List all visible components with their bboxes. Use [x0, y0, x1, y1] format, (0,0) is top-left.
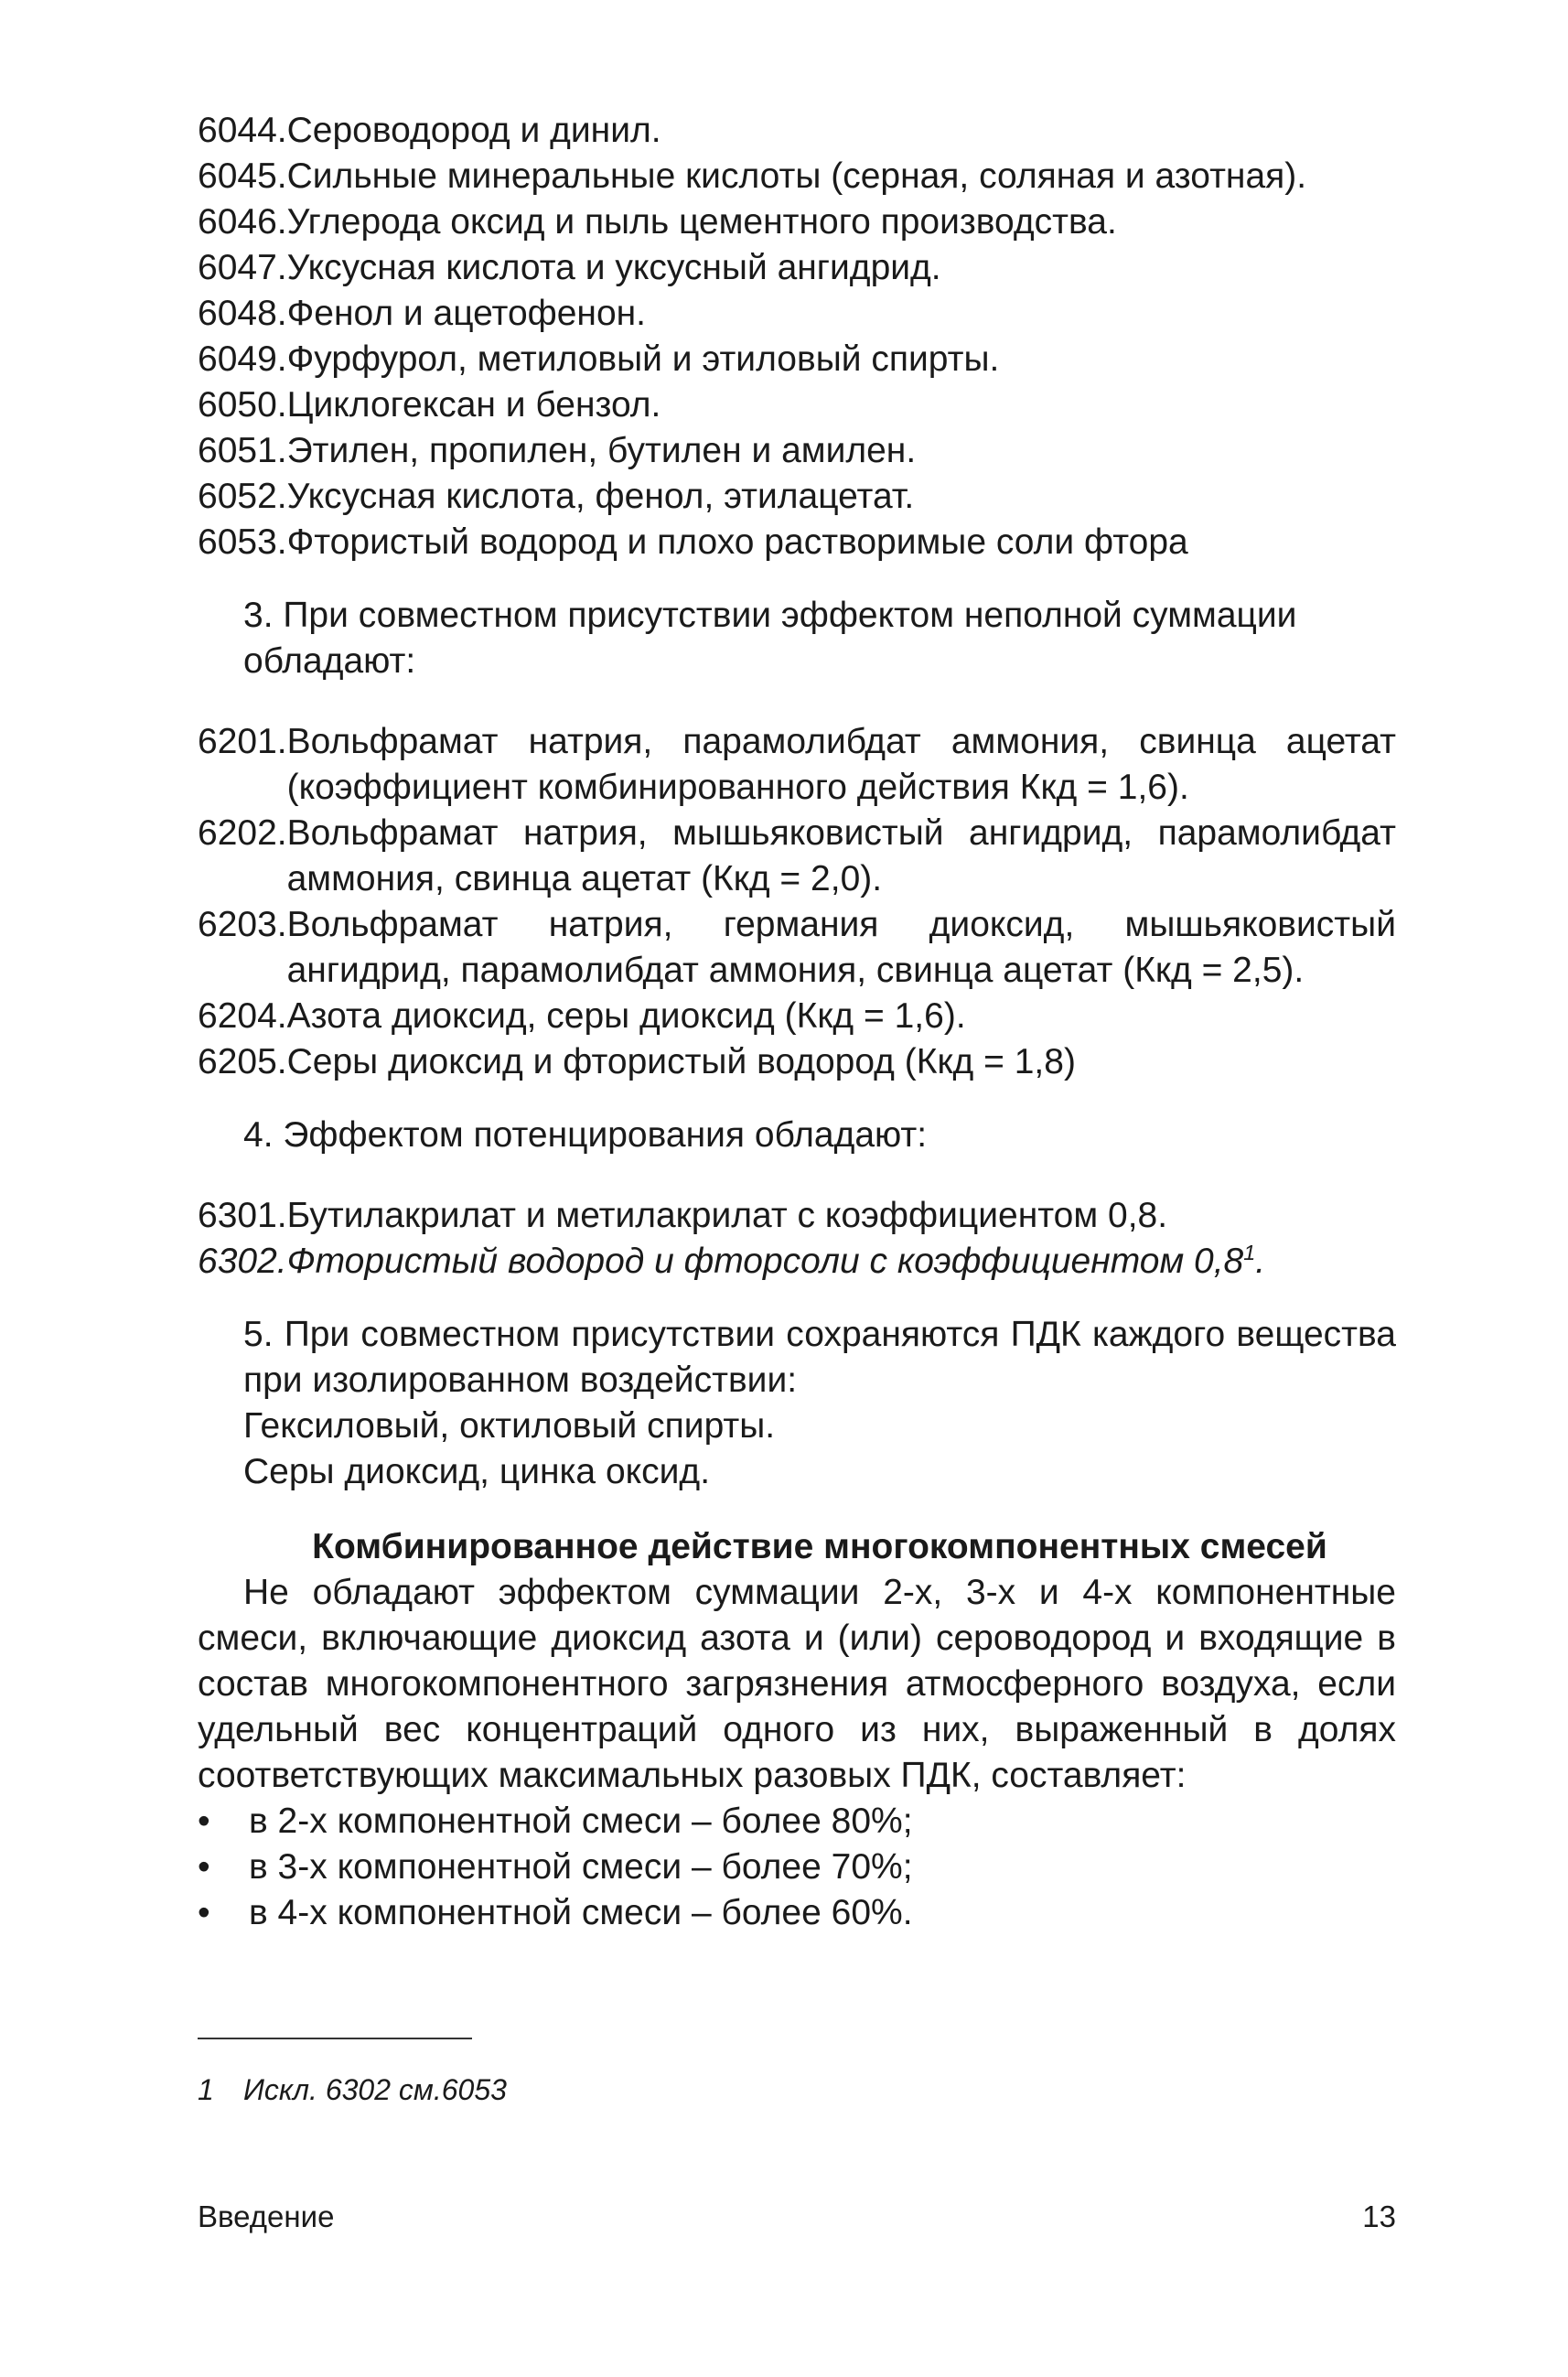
list-item	[198, 520, 1396, 565]
list-item	[198, 1193, 1396, 1239]
list-item	[198, 291, 1396, 337]
list-potentiation	[198, 1193, 1396, 1239]
footnote-divider	[198, 2038, 472, 2039]
item-text: Вольфрамат натрия, мышьяковистый ангидрид, парамолибдат аммония, свинца ацетат (Ккд = 2,0).	[286, 813, 1396, 898]
item-text: Фенол и ацетофенон.	[286, 294, 647, 333]
item-text: Серы диоксид и фтористый водород (Ккд = 1,8)	[286, 1042, 1076, 1081]
footer-section-title: Введение	[198, 2200, 335, 2233]
item-number: 6045.	[198, 156, 287, 196]
footnote-text: Искл. 6302 см.6053	[243, 2073, 507, 2106]
list-combination-a	[198, 108, 1396, 565]
section-5-line: Гексиловый, октиловый спирты.	[243, 1406, 776, 1446]
section-4-title: 4. Эффектом потенцирования обладают:	[243, 1115, 928, 1155]
bullet-item: • в 2-х компонентной смеси – более 80%;	[198, 1799, 1396, 1845]
bullet-list	[198, 1799, 1396, 1936]
list-item	[198, 337, 1396, 382]
item-number: 6048.	[198, 294, 287, 333]
item-number: 6044.	[198, 111, 287, 150]
item-text: Сероводород и динил.	[286, 111, 661, 150]
item-number: 6204.	[198, 996, 287, 1036]
section-5-line: Серы диоксид, цинка оксид.	[243, 1452, 711, 1491]
item-number: 6203.	[198, 905, 287, 944]
page-body	[198, 108, 1396, 1936]
list-item	[198, 108, 1396, 154]
item-text: Вольфрамат натрия, парамолибдат аммония, свинца ацетат (коэффициент комбинированного действия Ккд = 1,6).	[286, 722, 1396, 807]
item-number: 6201.	[198, 722, 287, 761]
item-text: Фурфурол, метиловый и этиловый спирты.	[286, 339, 1000, 379]
item-text: Бутилакрилат и метилакрилат с коэффициентом 0,8.	[286, 1196, 1168, 1235]
list-item	[198, 199, 1396, 245]
page-number: 13	[1362, 2200, 1396, 2233]
item-number: 6202.	[198, 813, 287, 853]
list-item	[198, 1039, 1396, 1085]
list-item	[198, 154, 1396, 199]
list-item	[198, 474, 1396, 520]
item-number: 6302.	[198, 1242, 287, 1281]
footnote-ref: 1	[1243, 1241, 1256, 1264]
item-text: Уксусная кислота и уксусный ангидрид.	[286, 248, 941, 287]
item-number: 6050.	[198, 385, 287, 425]
bullet-item: • в 4-х компонентной смеси – более 60%.	[198, 1890, 1396, 1936]
item-text: Азота диоксид, серы диоксид (Ккд = 1,6).	[286, 996, 966, 1036]
item-text: Вольфрамат натрия, германия диоксид, мышьяковистый ангидрид, парамолибдат аммония, свинца ацетат (Ккд = 2,5).	[286, 905, 1396, 990]
list-partial-summation	[198, 719, 1396, 1085]
bullet-icon: •	[198, 1893, 210, 1932]
item-text: Углерода оксид и пыль цементного производства.	[286, 202, 1117, 242]
item-number: 6205.	[198, 1042, 287, 1081]
list-item	[198, 428, 1396, 474]
footnote	[198, 2071, 507, 2108]
list-item-italic	[198, 1239, 1396, 1285]
bullet-icon: •	[198, 1847, 210, 1887]
section-3-title: 3. При совместном присутствии эффектом неполной суммации обладают:	[243, 596, 1297, 681]
section-heading: Комбинированное действие многокомпонентных смесей	[312, 1527, 1327, 1566]
item-number: 6052.	[198, 477, 287, 516]
item-number: 6047.	[198, 248, 287, 287]
list-item	[198, 994, 1396, 1039]
list-item	[198, 245, 1396, 291]
item-text: Уксусная кислота, фенол, этилацетат.	[286, 477, 915, 516]
item-number: 6301.	[198, 1196, 287, 1235]
list-item	[198, 719, 1396, 811]
footnote-mark: 1	[198, 2073, 214, 2106]
section-5-title: 5. При совместном присутствии сохраняются ПДК каждого вещества при изолированном воздействии:	[243, 1315, 1396, 1400]
bullet-icon: •	[198, 1802, 210, 1841]
list-item	[198, 811, 1396, 902]
item-text: Фтористый водород и плохо растворимые соли фтора	[286, 522, 1188, 562]
body-paragraph: Не обладают эффектом суммации 2-х, 3-х и 4-х компонентные смеси, включающие диоксид азота и (или) сероводород и входящие в состав многокомпонентного загрязнения атмосферного воздуха, если удельный вес концентраций одного из них, выраженный в долях соответствующих максимальных разовых ПДК, составляет:	[198, 1573, 1396, 1795]
item-number: 6053.	[198, 522, 287, 562]
item-text: Фтористый водород и фторсоли с коэффициентом $0,8^1$.	[286, 1241, 1266, 1281]
list-item	[198, 382, 1396, 428]
bullet-item: • в 3-х компонентной смеси – более 70%;	[198, 1845, 1396, 1890]
item-text: Циклогексан и бензол.	[286, 385, 661, 425]
item-number: 6051.	[198, 431, 287, 470]
item-number: 6049.	[198, 339, 287, 379]
item-number: 6046.	[198, 202, 287, 242]
list-item	[198, 902, 1396, 994]
item-text: Сильные минеральные кислоты (серная, соляная и азотная).	[286, 156, 1307, 196]
item-text: Этилен, пропилен, бутилен и амилен.	[286, 431, 917, 470]
